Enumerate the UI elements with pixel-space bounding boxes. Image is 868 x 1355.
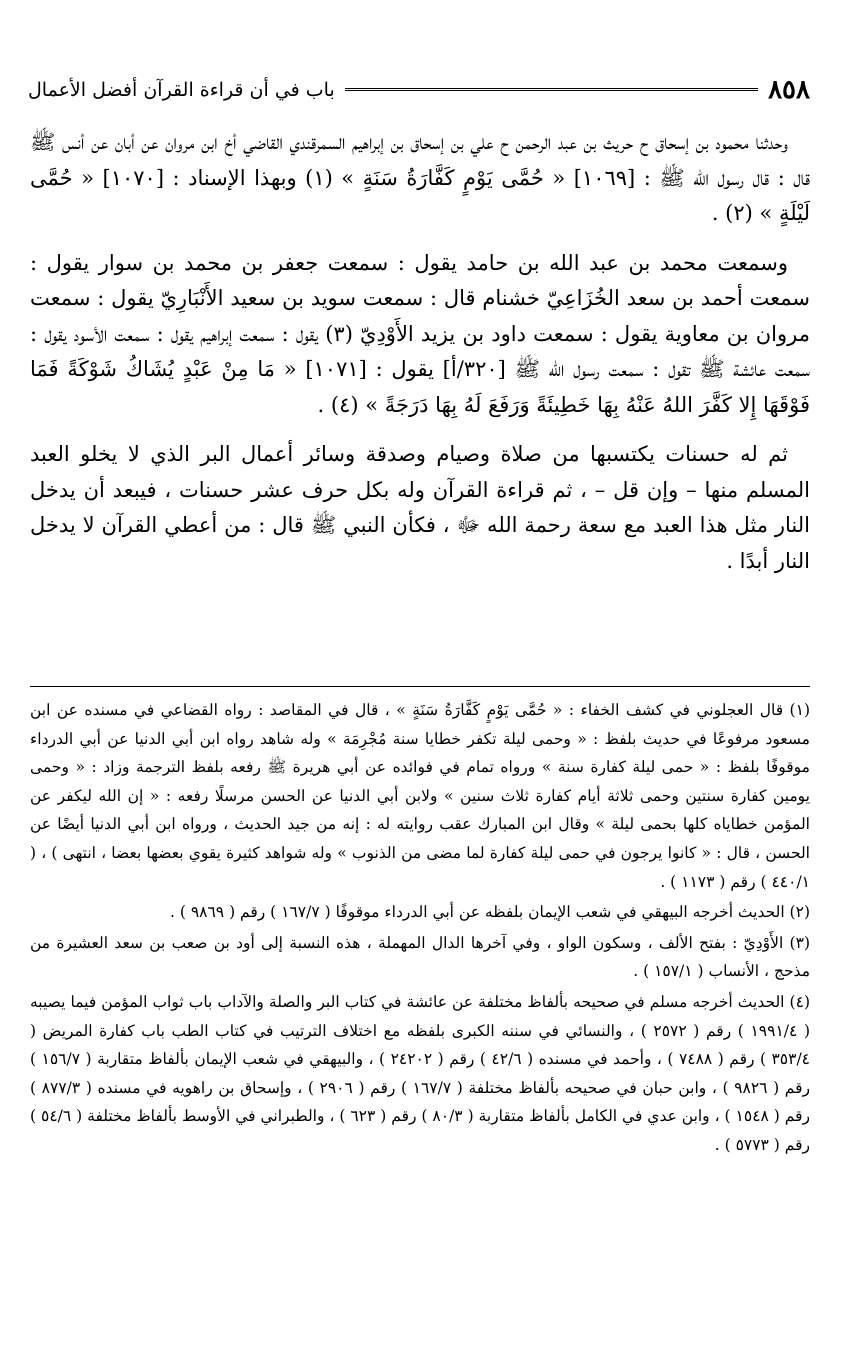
footnote-1: (١) قال العجلوني في كشف الخفاء : « حُمَّى يَوْمٍ كَفَّارَةُ سَنَةٍ » ، قال في المقاصد : رواه القضاعي في مسنده عن ابن مسعود مرفوعًا في حديث بلفظ : « وحمى ليلة تكفر خطايا سنة مُجْرِمَة » وله شاهد رواه ابن أبي الدنيا عن أبي الدرداء موقوفًا بلفظ : « حمى ليلة كفارة سنة » ورواه تمام في فوائده عن أبي هريرة ﷺ رفعه بلفظ الترجمة وزاد : « وحمى يومين كفارة سنتين وحمى ثلاثة أيام كفارة ثلاث سنين » ولابن أبي الدنيا عن الحسن مرسلًا رفعه : « إن الله ليكفر عن المؤمن خطاياه كلها بحمى ليلة » وقال ابن المبارك عقب روايته له : إنه من جيد الحديث ، ورواه ابن أبي الدنيا أيضًا عن الحسن ، قال : « كانوا يرجون في حمى ليلة كفارة لما مضى من الذنوب » وله شواهد كثيرة يقوي بعضها بعضا ، انتهى ) ، ( ٤٤٠/١ ) رقم ( ١١٧٣ ) . xyxy=(30,701,810,891)
main-text xyxy=(30,125,810,593)
paragraph-3: ثم له حسنات يكتسبها من صلاة وصيام وصدقة وسائر أعمال البر الذي لا يخلو العبد المسلم منها – وإن قل – ، ثم قراءة القرآن وله بكل حرف عشر حسنات ، فيبعد أن يدخل النار مثل هذا العبد مع سعة رحمة الله ﷻ ، فكأن النبي ﷺ قال : من أعطي القرآن لا يدخل النار أبدًا . xyxy=(30,442,810,573)
page-number: ٨٥٨ xyxy=(768,75,810,105)
header-rule xyxy=(345,88,758,93)
footnote-divider xyxy=(30,686,810,687)
paragraph-1: وحدثنا محمود بن إسحاق ح حريث بن عبد الرحمن ح علي بن إسحاق بن إبراهيم السمرقندي القاضي أخ ابن مروان عن أبان عن أنس ﷺ قال : قال رسول الله ﷺ : [١٠٦٩] « حُمَّى يَوْمٍ كَفَّارَةُ سَنَةٍ » (١) وبهذا الإسناد : [١٠٧٠] « حُمَّى لَيْلَةٍ » (٢) . xyxy=(30,130,811,225)
chapter-title: باب في أن قراءة القرآن أفضل الأعمال xyxy=(28,79,335,101)
footnote-4: (٤) الحديث أخرجه مسلم في صحيحه بألفاظ مختلفة عن عائشة في كتاب البر والصلة والآداب باب ثواب المؤمن فيما يصيبه ( ١٩٩١/٤ ) رقم ( ٢٥٧٢ ) ، والنسائي في سننه الكبرى بلفظه مع اختلاف الترتيب في كتاب الطب باب كفارة المريض ( ٣٥٣/٤ ) رقم ( ٧٤٨٨ ) ، وأحمد في مسنده ( ٤٢/٦ ) رقم ( ٢٤٢٠٢ ) ، والبيهقي في شعب الإيمان بألفاظ متقاربة ( ١٥٦/٧ ) رقم ( ٩٨٢٦ ) ، وابن حبان في صحيحه بألفاظ مختلفة ( ١٦٧/٧ ) رقم ( ٢٩٠٦ ) ، وإسحاق بن راهويه في مسنده ( ٨٧٧/٣ ) رقم ( ١٥٤٨ ) ، وابن عدي في الكامل بألفاظ متقاربة ( ٨٠/٣ ) رقم ( ٦٢٣ ) ، والطبراني في الأوسط بألفاظ مختلفة ( ٥٤/٦ ) رقم ( ٥٧٧٣ ) . xyxy=(30,992,810,1154)
footnote-3: (٣) الأَوْدِيّ : بفتح الألف ، وسكون الواو ، وفي آخرها الدال المهملة ، هذه النسبة إلى أود بن صعب بن سعد العشيرة من مذحج ، الأنساب ( ١٥٧/١ ) . xyxy=(30,933,810,981)
footnote-2: (٢) الحديث أخرجه البيهقي في شعب الإيمان بلفظه عن أبي الدرداء موقوفًا ( ١٦٧/٧ ) رقم ( ٩٨٦٩ ) . xyxy=(170,903,810,922)
footnotes xyxy=(30,696,810,1162)
paragraph-2: وسمعت محمد بن عبد الله بن حامد يقول : سمعت جعفر بن محمد بن سوار يقول : سمعت أحمد بن سعد الخُزَاعِيّ خشنام قال : سمعت سويد بن سعيد الأَنْبَارِيّ يقول : سمعت مروان بن معاوية يقول : سمعت داود بن يزيد الأَوْدِيّ (٣) يقول : سمعت إبراهيم يقول : سمعت الأسود يقول : سمعت عائشة ﷺ تقول : سمعت رسول الله ﷺ [٣٢٠/أ] يقول : [١٠٧١] « مَا مِنْ عَبْدٍ يُشَاكُ شَوْكَةً فَمَا فَوْقَهَا إِلا كَفَّرَ اللهُ عَنْهُ بِهَا خَطِيئَةً وَرَفَعَ لَهُ بِهَا دَرَجَةً » (٤) . xyxy=(30,250,810,417)
page-header xyxy=(28,70,810,110)
